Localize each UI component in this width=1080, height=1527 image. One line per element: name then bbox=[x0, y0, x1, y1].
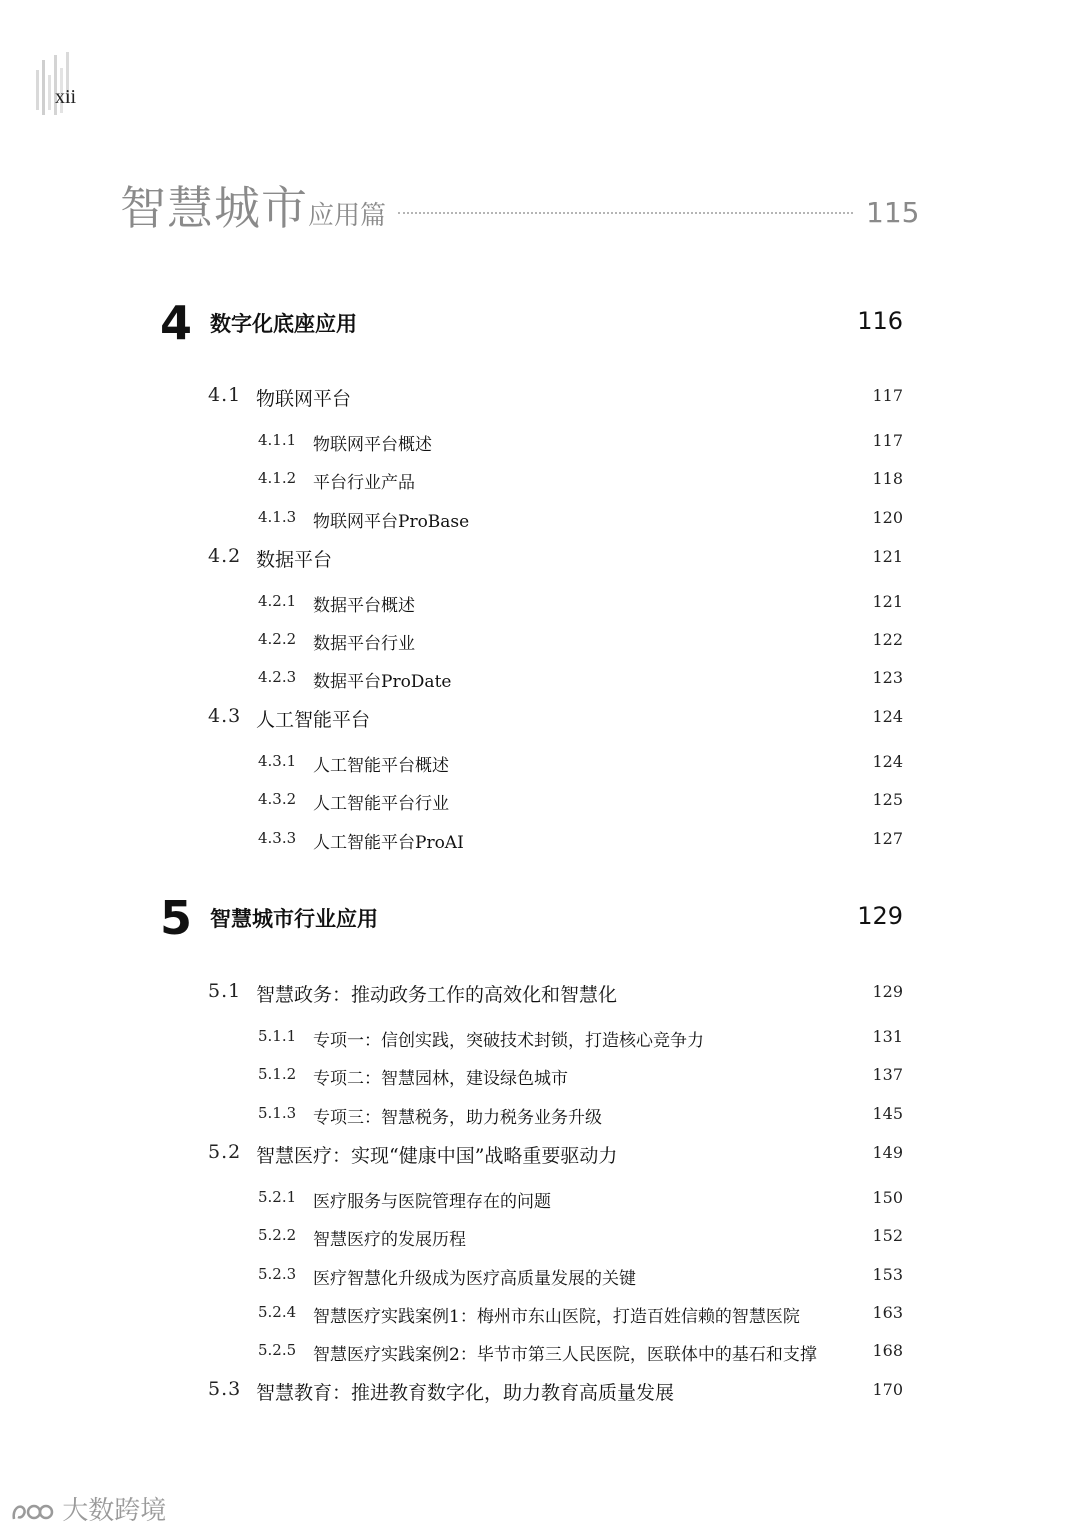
subsection-number: 4.3.2 bbox=[258, 790, 297, 808]
subsection-page: 125 bbox=[872, 790, 903, 809]
section-number: 5.1 bbox=[208, 980, 242, 1002]
subsection-page: 137 bbox=[872, 1065, 903, 1084]
subsection-title[interactable]: 人工智能平台概述 bbox=[313, 756, 449, 776]
section-title[interactable]: 数据平台 bbox=[256, 549, 333, 571]
subsection-page: 152 bbox=[872, 1226, 903, 1245]
chapter-page: 129 bbox=[857, 902, 903, 930]
subsection-number: 4.1.2 bbox=[258, 469, 297, 487]
section-number: 4.2 bbox=[208, 545, 242, 567]
section-number: 4.1 bbox=[208, 384, 242, 406]
subsection-number: 4.1.1 bbox=[258, 431, 297, 449]
subsection-number: 5.2.1 bbox=[258, 1188, 297, 1206]
subsection-title[interactable]: 医疗服务与医院管理存在的问题 bbox=[313, 1192, 551, 1212]
section-page: 149 bbox=[872, 1143, 903, 1162]
watermark-text: 大数跨境 bbox=[62, 1496, 167, 1526]
subsection-page: 163 bbox=[872, 1303, 903, 1322]
section-page: 129 bbox=[872, 982, 903, 1001]
section-title[interactable]: 人工智能平台 bbox=[256, 709, 371, 731]
subsection-page: 131 bbox=[872, 1027, 903, 1046]
watermark bbox=[10, 1490, 166, 1527]
subsection-number: 4.2.1 bbox=[258, 592, 297, 610]
chapter-title[interactable]: 智慧城市行业应用 bbox=[210, 907, 378, 931]
subsection-page: 122 bbox=[872, 630, 903, 649]
subsection-title[interactable]: 专项三：智慧税务，助力税务业务升级 bbox=[313, 1108, 602, 1128]
subsection-page: 145 bbox=[872, 1104, 903, 1123]
section-number: 5.2 bbox=[208, 1141, 242, 1163]
subsection-page: 127 bbox=[872, 829, 903, 848]
subsection-title[interactable]: 智慧医疗的发展历程 bbox=[313, 1230, 466, 1250]
section-page: 170 bbox=[872, 1380, 903, 1399]
subsection-page: 123 bbox=[872, 668, 903, 687]
subsection-number: 5.1.1 bbox=[258, 1027, 297, 1045]
section-title[interactable]: 智慧政务：推动政务工作的高效化和智慧化 bbox=[256, 984, 618, 1006]
section-page: 121 bbox=[872, 547, 903, 566]
subsection-number: 5.1.3 bbox=[258, 1104, 297, 1122]
subsection-number: 5.2.4 bbox=[258, 1303, 297, 1321]
chapter-title[interactable]: 数字化底座应用 bbox=[210, 312, 357, 336]
subsection-number: 5.2.2 bbox=[258, 1226, 297, 1244]
subsection-page: 118 bbox=[872, 469, 903, 488]
section-title[interactable]: 智慧教育：推进教育数字化，助力教育高质量发展 bbox=[256, 1382, 675, 1404]
part-title bbox=[120, 172, 386, 238]
subsection-title[interactable]: 专项二：智慧园林，建设绿色城市 bbox=[313, 1069, 568, 1089]
subsection-number: 4.1.3 bbox=[258, 508, 297, 526]
section-title[interactable]: 智慧医疗：实现“健康中国”战略重要驱动力 bbox=[256, 1145, 618, 1167]
subsection-number: 4.2.2 bbox=[258, 630, 297, 648]
subsection-page: 120 bbox=[872, 508, 903, 527]
chapter-number: 5 bbox=[160, 891, 193, 945]
subsection-number: 5.2.5 bbox=[258, 1341, 297, 1359]
section-page: 117 bbox=[872, 386, 903, 405]
section-title[interactable]: 物联网平台 bbox=[256, 388, 352, 410]
chapter-page: 116 bbox=[857, 307, 903, 335]
subsection-title[interactable]: 平台行业产品 bbox=[313, 473, 415, 493]
subsection-title[interactable]: 数据平台ProDate bbox=[313, 672, 452, 692]
subsection-title[interactable]: 数据平台行业 bbox=[313, 634, 415, 654]
chapter-number: 4 bbox=[160, 296, 193, 350]
part-title-small: 应用篇 bbox=[308, 201, 387, 231]
subsection-page: 153 bbox=[872, 1265, 903, 1284]
subsection-title[interactable]: 物联网平台ProBase bbox=[313, 512, 470, 532]
subsection-title[interactable]: 人工智能平台ProAI bbox=[313, 833, 464, 853]
section-number: 5.3 bbox=[208, 1378, 242, 1400]
subsection-number: 4.2.3 bbox=[258, 668, 297, 686]
subsection-title[interactable]: 物联网平台概述 bbox=[313, 435, 432, 455]
subsection-page: 121 bbox=[872, 592, 903, 611]
subsection-number: 5.2.3 bbox=[258, 1265, 297, 1283]
section-page: 124 bbox=[872, 707, 903, 726]
subsection-page: 168 bbox=[872, 1341, 903, 1360]
part-dot-leader bbox=[398, 212, 853, 214]
subsection-number: 4.3.1 bbox=[258, 752, 297, 770]
subsection-page: 150 bbox=[872, 1188, 903, 1207]
subsection-title[interactable]: 智慧医疗实践案例1：梅州市东山医院，打造百姓信赖的智慧医院 bbox=[313, 1307, 800, 1327]
subsection-title[interactable]: 医疗智慧化升级成为医疗高质量发展的关键 bbox=[313, 1269, 636, 1289]
subsection-title[interactable]: 专项一：信创实践，突破技术封锁，打造核心竞争力 bbox=[313, 1031, 704, 1051]
part-title-large: 智慧城市 bbox=[120, 181, 308, 235]
subsection-number: 4.3.3 bbox=[258, 829, 297, 847]
watermark-logo-icon bbox=[10, 1499, 54, 1525]
part-page: 115 bbox=[866, 196, 920, 229]
subsection-page: 124 bbox=[872, 752, 903, 771]
subsection-title[interactable]: 人工智能平台行业 bbox=[313, 794, 449, 814]
subsection-title[interactable]: 智慧医疗实践案例2：毕节市第三人民医院，医联体中的基石和支撑 bbox=[313, 1345, 817, 1365]
subsection-page: 117 bbox=[872, 431, 903, 450]
subsection-title[interactable]: 数据平台概述 bbox=[313, 596, 415, 616]
section-number: 4.3 bbox=[208, 705, 242, 727]
subsection-number: 5.1.2 bbox=[258, 1065, 297, 1083]
page-number: xii bbox=[55, 86, 77, 108]
